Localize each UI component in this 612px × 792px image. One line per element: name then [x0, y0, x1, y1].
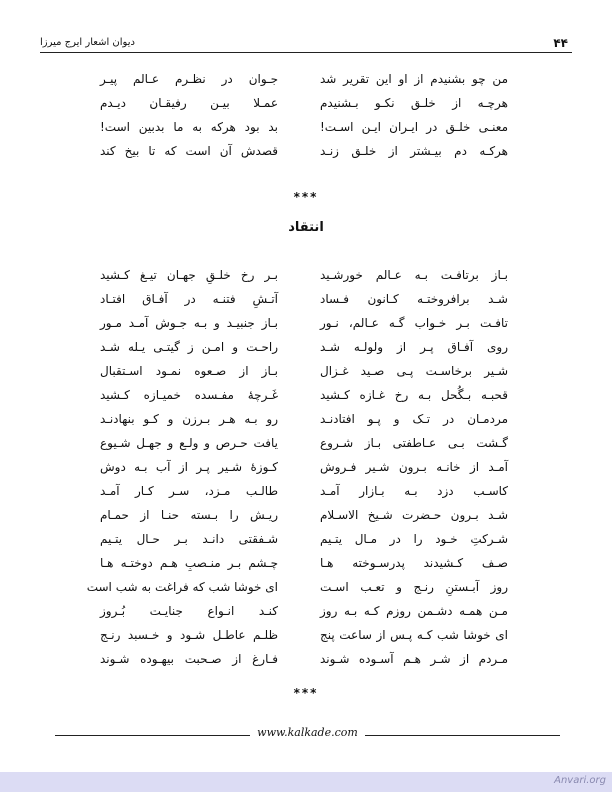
- hemistich-second: کنـد انـواع جنایـت بُـروز: [100, 604, 278, 618]
- hemistich-second: بد بود هرکه به ما بدبین است!: [100, 120, 278, 134]
- couplet: [0, 144, 612, 168]
- watermark-logo: Anvari.org: [554, 775, 606, 786]
- hemistich-first: هرکـه دم بیـشتر از خلـق زنـد: [320, 144, 508, 158]
- hemistich-first: بـاز برتافـت بـه عـالم خورشـید: [320, 268, 508, 282]
- hemistich-second: غَـرچهٔ مفـسده خمیـازه کـشید: [100, 388, 278, 402]
- hemistich-first: قحبـه بـگُحل بـه رخ غـازه کـشید: [320, 388, 508, 402]
- hemistich-second: ای خوشا شب که فراغت به شب است: [86, 580, 278, 594]
- hemistich-first: شـد برافروختـه کـانون فـساد: [320, 292, 508, 306]
- poem-stanza-top: [0, 72, 612, 168]
- hemistich-second: کـوزهٔ شـیر پـر از آب بـه دوش: [100, 460, 278, 474]
- couplet: [0, 604, 612, 628]
- couplet: [0, 268, 612, 292]
- hemistich-first: تافـت بـر خـواب گـه عـالم، نـور: [320, 316, 508, 330]
- couplet: [0, 340, 612, 364]
- hemistich-second: ظلـم عاطـل شـود و خـسبد رنـج: [100, 628, 278, 642]
- couplet: [0, 532, 612, 556]
- page-footer: [55, 726, 560, 742]
- couplet: [0, 412, 612, 436]
- hemistich-second: طالـب مـزد، سـر کـار آمـد: [100, 484, 278, 498]
- couplet: [0, 96, 612, 120]
- couplet: [0, 364, 612, 388]
- watermark-bar: [0, 772, 612, 792]
- hemistich-first: روز آبـستنِ رنـج و تعـب اسـت: [320, 580, 508, 594]
- hemistich-second: راحـت و امـن ز گیتـی یـله شـد: [100, 340, 278, 354]
- hemistich-first: شـیر برخاسـت پـی صـید غـزال: [320, 364, 508, 378]
- hemistich-first: مردمـان در تـک و پـو افتادنـد: [320, 412, 508, 426]
- couplet: [0, 628, 612, 652]
- hemistich-first: روی آفـاق پـر از ولولـه شـد: [320, 340, 508, 354]
- couplet: [0, 652, 612, 676]
- hemistich-second: قصدش آن است که تا بیخ کند: [100, 144, 278, 158]
- hemistich-second: یافت حـرص و ولـع و جهـل شـیوع: [100, 436, 278, 450]
- page-header: [40, 30, 572, 53]
- hemistich-first: من چو بشنیدم از او این تقریر شد: [320, 72, 508, 86]
- end-divider: ***: [293, 686, 319, 700]
- hemistich-first: مـن همـه دشـمن روزم کـه بـه روز: [320, 604, 508, 618]
- hemistich-second: ریـش را بـسته حنـا از حمـام: [100, 508, 278, 522]
- hemistich-second: آتـشِ فتنـه در آفـاق افتـاد: [100, 292, 278, 306]
- hemistich-second: بـر رخ خلـقِ جهـان تیـغ کـشید: [100, 268, 278, 282]
- couplet: [0, 580, 612, 604]
- hemistich-first: ای خوشا شب کـه پـس از ساعت پنج: [320, 628, 508, 642]
- hemistich-first: شـرکتِ خـود را در مـال یتـیم: [320, 532, 508, 546]
- hemistich-second: رو بـه هـر بـرزن و کـو بنهادنـد: [100, 412, 278, 426]
- hemistich-first: شـد بـرون حـضرت شـیخ الاسـلام: [320, 508, 508, 522]
- section-title: انتقاد: [288, 220, 324, 235]
- hemistich-second: بـاز از صـعوه نمـود اسـتقبال: [100, 364, 278, 378]
- footer-website: www.kalkade.com: [257, 726, 358, 739]
- couplet: [0, 508, 612, 532]
- hemistich-second: شـفقتی دانـد بـر حـال یتـیم: [100, 532, 278, 546]
- couplet: [0, 72, 612, 96]
- couplet: [0, 556, 612, 580]
- footer-rule-right: [365, 735, 560, 736]
- section-divider: ***: [293, 190, 319, 204]
- hemistich-first: گـشت بـی عـاطفتی بـاز شـروع: [320, 436, 508, 450]
- hemistich-first: مـردم از شـر هـم آسـوده شـوند: [320, 652, 508, 666]
- hemistich-first: آمـد از خانـه بـرون شـیر فـروش: [320, 460, 508, 474]
- hemistich-second: چـشم بـر منـصبِ هـم دوختـه هـا: [100, 556, 278, 570]
- poem-stanza-main: [0, 268, 612, 676]
- couplet: [0, 436, 612, 460]
- hemistich-second: عمـلا بیـن رفیقـان دیـدم: [100, 96, 278, 110]
- hemistich-first: صـف کـشیدند پدرسـوخته هـا: [320, 556, 508, 570]
- book-title: دیوان اشعار ایرج میرزا: [40, 37, 135, 48]
- hemistich-second: بـاز جنبیـد و بـه جـوش آمـد مـور: [100, 316, 278, 330]
- hemistich-second: جـوان در نظـرم عـالم پیـر: [100, 72, 278, 86]
- couplet: [0, 120, 612, 144]
- couplet: [0, 484, 612, 508]
- hemistich-second: فـارغ از صـحبت بیهـوده شـوند: [100, 652, 278, 666]
- couplet: [0, 460, 612, 484]
- couplet: [0, 292, 612, 316]
- page-number: ۴۴: [553, 36, 568, 50]
- couplet: [0, 316, 612, 340]
- couplet: [0, 388, 612, 412]
- hemistich-first: معنـی خلـق در ایـران ایـن اسـت!: [320, 120, 508, 134]
- hemistich-first: کاسـب دزد بـه بـازار آمـد: [320, 484, 508, 498]
- hemistich-first: هرچـه از خلـق نکـو بـشنیدم: [320, 96, 508, 110]
